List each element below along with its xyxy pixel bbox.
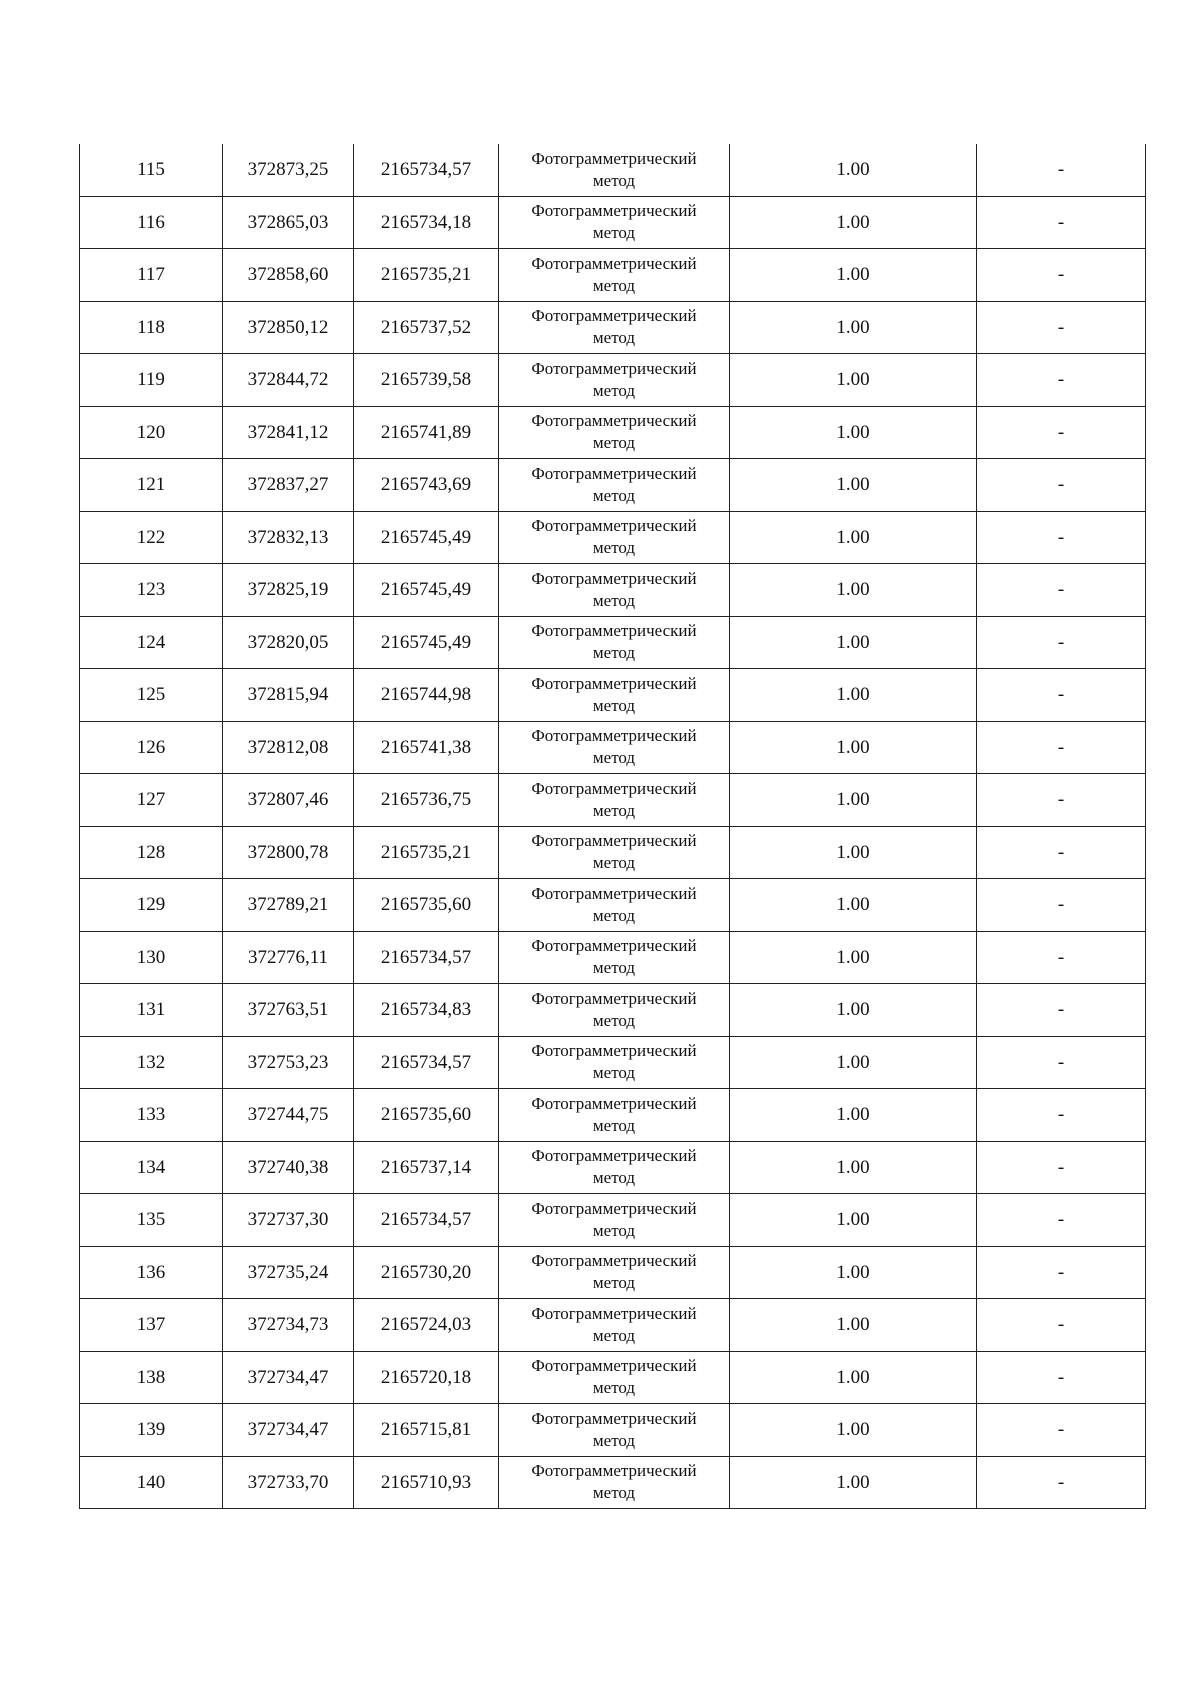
y-coordinate-cell: 2165734,57 [354, 1036, 499, 1089]
method-line-2: метод [592, 643, 636, 663]
note-cell: - [977, 1299, 1146, 1352]
point-number-cell: 126 [80, 721, 223, 774]
table-row [80, 511, 1146, 564]
method-line-2: метод [592, 1325, 636, 1345]
accuracy-cell: 1.00 [730, 721, 977, 774]
method-line-1: Фотограмметрический [531, 831, 697, 851]
x-coordinate-cell: 372734,47 [223, 1404, 354, 1457]
method-line-1: Фотограмметрический [531, 253, 697, 273]
method-cell [499, 144, 730, 196]
note-cell: - [977, 354, 1146, 407]
method-line-1: Фотограмметрический [531, 1093, 697, 1113]
method-cell [499, 249, 730, 302]
x-coordinate-cell: 372763,51 [223, 984, 354, 1037]
note-cell: - [977, 1456, 1146, 1509]
accuracy-cell: 1.00 [730, 879, 977, 932]
accuracy-cell: 1.00 [730, 1194, 977, 1247]
point-number-cell: 137 [80, 1299, 223, 1352]
y-coordinate-cell: 2165710,93 [354, 1456, 499, 1509]
table-row [80, 1089, 1146, 1142]
y-coordinate-cell: 2165737,52 [354, 301, 499, 354]
method-line-1: Фотограмметрический [531, 1198, 697, 1218]
table-row [80, 1299, 1146, 1352]
method-line-2: метод [592, 275, 636, 295]
table-row [80, 721, 1146, 774]
method-line-2: метод [592, 695, 636, 715]
point-number-cell: 122 [80, 511, 223, 564]
y-coordinate-cell: 2165744,98 [354, 669, 499, 722]
method-line-2: метод [592, 958, 636, 978]
table-row [80, 459, 1146, 512]
accuracy-cell: 1.00 [730, 1351, 977, 1404]
method-line-1: Фотограмметрический [531, 1356, 697, 1376]
note-cell: - [977, 984, 1146, 1037]
x-coordinate-cell: 372740,38 [223, 1141, 354, 1194]
table-row [80, 301, 1146, 354]
point-number-cell: 116 [80, 196, 223, 249]
x-coordinate-cell: 372789,21 [223, 879, 354, 932]
table-row [80, 879, 1146, 932]
method-line-1: Фотограмметрический [531, 516, 697, 536]
method-line-2: метод [592, 223, 636, 243]
method-line-2: метод [592, 590, 636, 610]
method-line-2: метод [592, 380, 636, 400]
method-line-2: метод [592, 1378, 636, 1398]
table-row [80, 196, 1146, 249]
accuracy-cell: 1.00 [730, 1299, 977, 1352]
note-cell: - [977, 1246, 1146, 1299]
table-row [80, 1141, 1146, 1194]
table-row [80, 144, 1146, 196]
accuracy-cell: 1.00 [730, 1141, 977, 1194]
note-cell: - [977, 1351, 1146, 1404]
accuracy-cell: 1.00 [730, 1246, 977, 1299]
method-line-2: метод [592, 485, 636, 505]
point-number-cell: 139 [80, 1404, 223, 1457]
note-cell: - [977, 1194, 1146, 1247]
note-cell: - [977, 144, 1146, 196]
method-cell [499, 459, 730, 512]
method-line-1: Фотограмметрический [531, 621, 697, 641]
point-number-cell: 129 [80, 879, 223, 932]
method-cell [499, 196, 730, 249]
method-cell [499, 721, 730, 774]
coordinates-table [79, 144, 1146, 1509]
method-line-1: Фотограмметрический [531, 148, 697, 168]
method-line-1: Фотограмметрический [531, 936, 697, 956]
accuracy-cell: 1.00 [730, 196, 977, 249]
method-cell [499, 1299, 730, 1352]
table-row [80, 1351, 1146, 1404]
table-row [80, 564, 1146, 617]
method-cell [499, 1089, 730, 1142]
method-cell [499, 1141, 730, 1194]
y-coordinate-cell: 2165741,38 [354, 721, 499, 774]
y-coordinate-cell: 2165745,49 [354, 511, 499, 564]
accuracy-cell: 1.00 [730, 564, 977, 617]
y-coordinate-cell: 2165724,03 [354, 1299, 499, 1352]
point-number-cell: 138 [80, 1351, 223, 1404]
table-row [80, 406, 1146, 459]
accuracy-cell: 1.00 [730, 1404, 977, 1457]
y-coordinate-cell: 2165745,49 [354, 564, 499, 617]
method-line-1: Фотограмметрический [531, 306, 697, 326]
x-coordinate-cell: 372807,46 [223, 774, 354, 827]
method-line-1: Фотограмметрический [531, 1146, 697, 1166]
y-coordinate-cell: 2165734,18 [354, 196, 499, 249]
method-cell [499, 1194, 730, 1247]
method-cell [499, 931, 730, 984]
table-row [80, 1404, 1146, 1457]
point-number-cell: 132 [80, 1036, 223, 1089]
note-cell: - [977, 721, 1146, 774]
x-coordinate-cell: 372737,30 [223, 1194, 354, 1247]
method-line-2: метод [592, 433, 636, 453]
method-line-2: метод [592, 328, 636, 348]
accuracy-cell: 1.00 [730, 459, 977, 512]
x-coordinate-cell: 372841,12 [223, 406, 354, 459]
accuracy-cell: 1.00 [730, 826, 977, 879]
method-line-1: Фотограмметрический [531, 568, 697, 588]
method-cell [499, 826, 730, 879]
x-coordinate-cell: 372825,19 [223, 564, 354, 617]
accuracy-cell: 1.00 [730, 354, 977, 407]
method-cell [499, 1246, 730, 1299]
method-cell [499, 354, 730, 407]
point-number-cell: 135 [80, 1194, 223, 1247]
table-row [80, 354, 1146, 407]
y-coordinate-cell: 2165715,81 [354, 1404, 499, 1457]
point-number-cell: 136 [80, 1246, 223, 1299]
point-number-cell: 119 [80, 354, 223, 407]
x-coordinate-cell: 372858,60 [223, 249, 354, 302]
x-coordinate-cell: 372820,05 [223, 616, 354, 669]
method-line-2: метод [592, 1273, 636, 1293]
accuracy-cell: 1.00 [730, 669, 977, 722]
x-coordinate-cell: 372850,12 [223, 301, 354, 354]
method-line-2: метод [592, 1220, 636, 1240]
method-cell [499, 984, 730, 1037]
note-cell: - [977, 564, 1146, 617]
accuracy-cell: 1.00 [730, 511, 977, 564]
note-cell: - [977, 406, 1146, 459]
x-coordinate-cell: 372837,27 [223, 459, 354, 512]
point-number-cell: 121 [80, 459, 223, 512]
point-number-cell: 127 [80, 774, 223, 827]
method-line-1: Фотограмметрический [531, 463, 697, 483]
x-coordinate-cell: 372744,75 [223, 1089, 354, 1142]
x-coordinate-cell: 372815,94 [223, 669, 354, 722]
method-cell [499, 1036, 730, 1089]
method-line-2: метод [592, 1430, 636, 1450]
point-number-cell: 134 [80, 1141, 223, 1194]
method-cell [499, 669, 730, 722]
method-line-1: Фотограмметрический [531, 201, 697, 221]
note-cell: - [977, 1036, 1146, 1089]
method-line-2: метод [592, 800, 636, 820]
point-number-cell: 115 [80, 144, 223, 196]
method-line-1: Фотограмметрический [531, 1303, 697, 1323]
method-line-1: Фотограмметрический [531, 883, 697, 903]
y-coordinate-cell: 2165735,21 [354, 826, 499, 879]
note-cell: - [977, 774, 1146, 827]
method-line-1: Фотограмметрический [531, 673, 697, 693]
table-row [80, 249, 1146, 302]
method-cell [499, 1404, 730, 1457]
x-coordinate-cell: 372865,03 [223, 196, 354, 249]
x-coordinate-cell: 372753,23 [223, 1036, 354, 1089]
table-row [80, 826, 1146, 879]
x-coordinate-cell: 372873,25 [223, 144, 354, 196]
y-coordinate-cell: 2165736,75 [354, 774, 499, 827]
note-cell: - [977, 301, 1146, 354]
table-row [80, 984, 1146, 1037]
method-cell [499, 1351, 730, 1404]
method-cell [499, 616, 730, 669]
note-cell: - [977, 196, 1146, 249]
method-line-2: метод [592, 538, 636, 558]
accuracy-cell: 1.00 [730, 1036, 977, 1089]
x-coordinate-cell: 372734,47 [223, 1351, 354, 1404]
y-coordinate-cell: 2165735,21 [354, 249, 499, 302]
note-cell: - [977, 931, 1146, 984]
method-line-2: метод [592, 748, 636, 768]
point-number-cell: 130 [80, 931, 223, 984]
note-cell: - [977, 511, 1146, 564]
point-number-cell: 117 [80, 249, 223, 302]
point-number-cell: 140 [80, 1456, 223, 1509]
y-coordinate-cell: 2165734,57 [354, 1194, 499, 1247]
method-cell [499, 879, 730, 932]
method-line-2: метод [592, 1063, 636, 1083]
y-coordinate-cell: 2165745,49 [354, 616, 499, 669]
point-number-cell: 124 [80, 616, 223, 669]
table-row [80, 1036, 1146, 1089]
y-coordinate-cell: 2165735,60 [354, 879, 499, 932]
method-cell [499, 774, 730, 827]
x-coordinate-cell: 372733,70 [223, 1456, 354, 1509]
accuracy-cell: 1.00 [730, 249, 977, 302]
method-line-1: Фотограмметрический [531, 778, 697, 798]
method-line-1: Фотограмметрический [531, 1251, 697, 1271]
method-line-1: Фотограмметрический [531, 726, 697, 746]
method-line-2: метод [592, 1115, 636, 1135]
x-coordinate-cell: 372832,13 [223, 511, 354, 564]
point-number-cell: 120 [80, 406, 223, 459]
accuracy-cell: 1.00 [730, 774, 977, 827]
method-cell [499, 511, 730, 564]
note-cell: - [977, 1404, 1146, 1457]
x-coordinate-cell: 372734,73 [223, 1299, 354, 1352]
coordinates-table-body [80, 144, 1146, 1509]
table-row [80, 616, 1146, 669]
point-number-cell: 131 [80, 984, 223, 1037]
y-coordinate-cell: 2165720,18 [354, 1351, 499, 1404]
method-line-2: метод [592, 1168, 636, 1188]
table-row [80, 1246, 1146, 1299]
accuracy-cell: 1.00 [730, 616, 977, 669]
table-row [80, 774, 1146, 827]
table-row [80, 1194, 1146, 1247]
method-line-1: Фотограмметрический [531, 1041, 697, 1061]
y-coordinate-cell: 2165739,58 [354, 354, 499, 407]
point-number-cell: 118 [80, 301, 223, 354]
point-number-cell: 128 [80, 826, 223, 879]
method-cell [499, 564, 730, 617]
y-coordinate-cell: 2165737,14 [354, 1141, 499, 1194]
note-cell: - [977, 249, 1146, 302]
method-line-2: метод [592, 1483, 636, 1503]
table-row [80, 669, 1146, 722]
y-coordinate-cell: 2165741,89 [354, 406, 499, 459]
method-line-1: Фотограмметрический [531, 1461, 697, 1481]
note-cell: - [977, 616, 1146, 669]
accuracy-cell: 1.00 [730, 984, 977, 1037]
method-line-1: Фотограмметрический [531, 988, 697, 1008]
note-cell: - [977, 879, 1146, 932]
accuracy-cell: 1.00 [730, 144, 977, 196]
method-cell [499, 301, 730, 354]
method-cell [499, 406, 730, 459]
method-line-1: Фотограмметрический [531, 411, 697, 431]
accuracy-cell: 1.00 [730, 406, 977, 459]
method-line-2: метод [592, 905, 636, 925]
y-coordinate-cell: 2165734,57 [354, 144, 499, 196]
method-line-1: Фотограмметрический [531, 1408, 697, 1428]
table-row [80, 931, 1146, 984]
table-row [80, 1456, 1146, 1509]
y-coordinate-cell: 2165734,83 [354, 984, 499, 1037]
method-cell [499, 1456, 730, 1509]
y-coordinate-cell: 2165734,57 [354, 931, 499, 984]
x-coordinate-cell: 372800,78 [223, 826, 354, 879]
method-line-2: метод [592, 1010, 636, 1030]
y-coordinate-cell: 2165735,60 [354, 1089, 499, 1142]
x-coordinate-cell: 372812,08 [223, 721, 354, 774]
note-cell: - [977, 826, 1146, 879]
x-coordinate-cell: 372776,11 [223, 931, 354, 984]
note-cell: - [977, 459, 1146, 512]
x-coordinate-cell: 372844,72 [223, 354, 354, 407]
accuracy-cell: 1.00 [730, 301, 977, 354]
accuracy-cell: 1.00 [730, 931, 977, 984]
point-number-cell: 133 [80, 1089, 223, 1142]
y-coordinate-cell: 2165730,20 [354, 1246, 499, 1299]
method-line-1: Фотограмметрический [531, 358, 697, 378]
note-cell: - [977, 1089, 1146, 1142]
note-cell: - [977, 1141, 1146, 1194]
y-coordinate-cell: 2165743,69 [354, 459, 499, 512]
x-coordinate-cell: 372735,24 [223, 1246, 354, 1299]
method-line-2: метод [592, 853, 636, 873]
note-cell: - [977, 669, 1146, 722]
point-number-cell: 125 [80, 669, 223, 722]
accuracy-cell: 1.00 [730, 1456, 977, 1509]
point-number-cell: 123 [80, 564, 223, 617]
accuracy-cell: 1.00 [730, 1089, 977, 1142]
method-line-2: метод [592, 170, 636, 190]
